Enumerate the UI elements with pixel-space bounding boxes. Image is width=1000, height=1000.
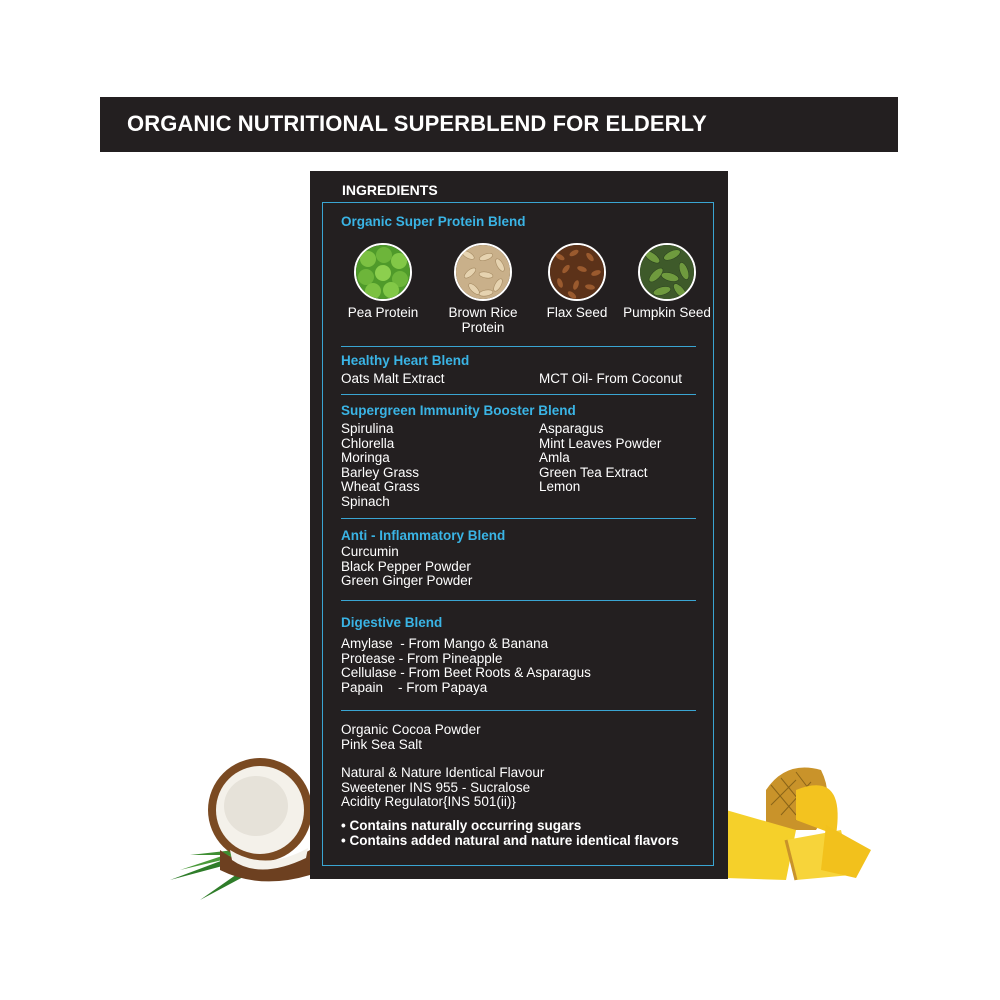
divider [341, 600, 696, 601]
divider [341, 394, 696, 395]
heart-item: Oats Malt Extract [341, 371, 445, 386]
title-banner [100, 97, 898, 152]
list-item: Asparagus [539, 421, 604, 436]
list-item: Papain - From Papaya [341, 679, 488, 695]
additives-list [341, 766, 544, 810]
pumpkin-seed-label: Pumpkin Seed [623, 305, 711, 320]
ingredients-title: INGREDIENTS [342, 182, 438, 198]
list-item: Natural & Nature Identical Flavour [341, 765, 545, 780]
inflammatory-list [341, 545, 472, 589]
pumpkin-seed-icon [638, 243, 696, 301]
list-item: Organic Cocoa Powder [341, 722, 481, 737]
list-item: Green Ginger Powder [341, 573, 473, 588]
flax-seed-icon [548, 243, 606, 301]
ingredient-pumpkin-seed [623, 243, 713, 343]
ingredient-flax-seed [533, 243, 623, 343]
list-item: Pink Sea Salt [341, 736, 423, 752]
divider [341, 346, 696, 347]
pea-protein-label: Pea Protein [347, 305, 419, 320]
brown-rice-protein-label: Brown Rice Protein [448, 305, 518, 335]
flax-seed-label: Flax Seed [546, 305, 608, 320]
ingredient-pea-protein [339, 243, 429, 343]
list-item: Black Pepper Powder [341, 558, 471, 574]
notes-list [341, 819, 679, 848]
supergreen-left-list [341, 422, 420, 509]
ingredients-panel [310, 171, 728, 879]
list-item: Spinach [341, 493, 390, 509]
ingredient-brown-rice-protein [439, 243, 529, 343]
other-ingredients-list [341, 723, 481, 752]
list-item: Sweetener INS 955 - Sucralose [341, 779, 531, 795]
list-item: Cellulase - From Beet Roots & Asparagus [341, 665, 591, 680]
list-item: Chlorella [341, 435, 395, 451]
list-item: Protease - From Pineapple [341, 650, 503, 666]
digestive-blend-heading: Digestive Blend [341, 615, 443, 630]
list-item: Wheat Grass [341, 479, 420, 494]
brown-rice-icon [454, 243, 512, 301]
list-item: Lemon [539, 479, 581, 494]
heart-item: MCT Oil- From Coconut [539, 371, 683, 386]
heart-blend-heading: Healthy Heart Blend [341, 353, 470, 368]
divider [341, 518, 696, 519]
supergreen-blend-heading: Supergreen Immunity Booster Blend [341, 403, 576, 418]
note-item: • Contains naturally occurring sugars [341, 818, 582, 833]
coconut-icon [160, 750, 320, 910]
list-item: Curcumin [341, 544, 399, 559]
divider [341, 710, 696, 711]
list-item: Barley Grass [341, 464, 420, 480]
protein-blend-heading: Organic Super Protein Blend [341, 214, 526, 229]
list-item: Mint Leaves Powder [539, 435, 662, 451]
page-title: ORGANIC NUTRITIONAL SUPERBLEND FOR ELDERLY [127, 111, 707, 136]
note-item: • Contains added natural and nature identical flavors [341, 832, 679, 848]
list-item: Acidity Regulator{INS 501(ii)} [341, 794, 516, 809]
list-item: Green Tea Extract [539, 464, 648, 480]
list-item: Amylase - From Mango & Banana [341, 636, 549, 651]
digestive-list [341, 637, 591, 695]
pineapple-icon [726, 760, 886, 885]
supergreen-right-list [539, 422, 661, 495]
list-item: Spirulina [341, 421, 394, 436]
list-item: Moringa [341, 450, 390, 465]
green-peas-icon [354, 243, 412, 301]
inflammatory-blend-heading: Anti - Inflammatory Blend [341, 528, 506, 543]
ingredients-frame [322, 202, 714, 866]
list-item: Amla [539, 450, 570, 465]
